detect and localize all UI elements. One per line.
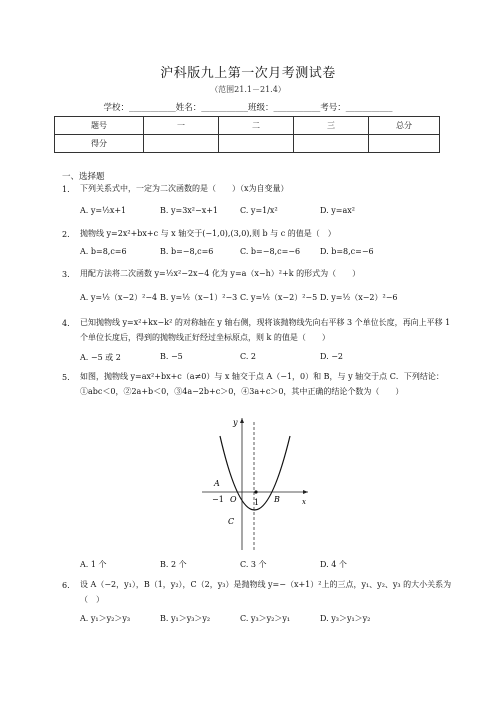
score-input-cell[interactable] bbox=[219, 135, 294, 153]
point-one bbox=[254, 490, 257, 493]
question-text: 用配方法将二次函数 y=½x²−2x−4 化为 y=a（x−h）²+k 的形式为（ ） bbox=[80, 269, 361, 278]
score-cell: 总分 bbox=[369, 117, 440, 135]
option-d[interactable]: D. 4 个 bbox=[320, 560, 347, 569]
option-c[interactable]: C. 2 bbox=[240, 352, 257, 361]
score-cell: 题号 bbox=[55, 117, 144, 135]
question-text: 抛物线 y=2x²+bx+c 与 x 轴交于(−1,0),(3,0),则 b 与 c 的值是（ ） bbox=[80, 229, 336, 238]
option-b[interactable]: B. y=½（x−1）²−3 bbox=[160, 293, 238, 302]
score-input-cell[interactable] bbox=[369, 135, 440, 153]
label-b: B bbox=[274, 495, 280, 504]
parabola-figure bbox=[200, 412, 312, 554]
label-o: O bbox=[230, 495, 237, 504]
option-d[interactable]: D. −2 bbox=[320, 352, 344, 361]
student-info-line: 学校：___________姓名：___________班级：___________考号：___________ bbox=[103, 103, 393, 113]
option-b[interactable]: B. y₁＞y₃＞y₂ bbox=[160, 614, 211, 623]
label-neg-one: −1 bbox=[212, 495, 224, 504]
question-text: 如图，抛物线 y=ax²+bx+c（a≠0）与 x 轴交于点 A（−1，0）和 B，与 y 轴交于点 C．下列结论：①abc＜0，②2a+b＜0，③4a−2b+c＞0，④3a+c＞0，其中正确的结论个数为（ ） bbox=[80, 372, 444, 396]
score-table bbox=[54, 116, 440, 153]
question-number: 3. bbox=[62, 270, 70, 279]
question-number: 1. bbox=[62, 185, 70, 194]
score-cell: 三 bbox=[294, 117, 369, 135]
score-cell: 一 bbox=[144, 117, 219, 135]
label-c: C bbox=[228, 517, 235, 526]
option-b[interactable]: B. b=−8,c=6 bbox=[160, 247, 214, 256]
option-a[interactable]: A. y=½x+1 bbox=[80, 206, 127, 215]
y-axis-arrow bbox=[240, 418, 244, 423]
option-a[interactable]: A. y₁＞y₂＞y₃ bbox=[80, 614, 131, 623]
option-b[interactable]: B. −5 bbox=[160, 352, 183, 361]
option-a[interactable]: A. y=½（x−2）²−4 bbox=[80, 293, 158, 302]
score-table-header-row bbox=[55, 117, 440, 135]
option-a[interactable]: A. b=8,c=6 bbox=[80, 247, 127, 256]
question-options bbox=[80, 206, 460, 220]
x-axis-arrow bbox=[303, 490, 308, 494]
option-b[interactable]: B. 2 个 bbox=[160, 560, 187, 569]
question-options bbox=[80, 292, 460, 306]
option-c[interactable]: C. b=−8,c=−6 bbox=[240, 247, 301, 256]
option-d[interactable]: D. b=8,c=−6 bbox=[320, 247, 374, 256]
question-number: 6. bbox=[62, 581, 70, 590]
section-heading: 一、选择题 bbox=[62, 172, 105, 182]
score-cell: 得分 bbox=[55, 135, 144, 153]
page-title: 沪科版九上第一次月考测试卷 bbox=[160, 66, 336, 81]
question-number: 4. bbox=[62, 319, 70, 328]
option-c[interactable]: C. y=½（x−2）²−5 bbox=[240, 293, 318, 302]
option-c[interactable]: C. 3 个 bbox=[240, 560, 267, 569]
option-d[interactable]: D. y₃＞y₁＞y₂ bbox=[320, 614, 371, 623]
question-options bbox=[80, 352, 460, 366]
question-options bbox=[80, 247, 460, 261]
question-options bbox=[80, 559, 460, 573]
question-text: 下列关系式中，一定为二次函数的是（ ）（x为自变量） bbox=[80, 184, 289, 193]
question-number: 5. bbox=[62, 373, 70, 382]
option-d[interactable]: D. y=ax² bbox=[320, 206, 355, 215]
label-a: A bbox=[214, 479, 220, 488]
option-a[interactable]: A. −5 或 2 bbox=[80, 353, 121, 362]
score-table-score-row bbox=[55, 135, 440, 153]
option-b[interactable]: B. y=3x²−x+1 bbox=[160, 206, 219, 215]
question-text: 设 A（−2，y₁），B（1，y₂），C（2，y₃）是抛物线 y=−（x+1）²上的三点，y₁、y₂、y₃ 的大小关系为（ ） bbox=[80, 580, 452, 604]
label-y: y bbox=[233, 418, 238, 427]
label-one: 1 bbox=[254, 498, 260, 507]
option-c[interactable]: C. y=1/x² bbox=[240, 206, 278, 215]
question-options bbox=[80, 613, 460, 627]
score-input-cell[interactable] bbox=[144, 135, 219, 153]
page-subtitle: （范围21.1－21.4） bbox=[210, 85, 286, 94]
option-d[interactable]: D. y=½（x−2）²−6 bbox=[320, 293, 398, 302]
option-c[interactable]: C. y₃＞y₂＞y₁ bbox=[240, 614, 291, 623]
score-cell: 二 bbox=[219, 117, 294, 135]
question-number: 2. bbox=[62, 230, 70, 239]
label-x: x bbox=[302, 498, 306, 506]
option-a[interactable]: A. 1 个 bbox=[80, 560, 107, 569]
question-text: 已知抛物线 y=x²+kx−k² 的对称轴在 y 轴右侧，现将该抛物线先向右平移 3 个单位长度，再向上平移 1 个单位长度后，得到的抛物线正好经过坐标原点，则 k 的值是（ ） bbox=[80, 318, 451, 342]
score-input-cell[interactable] bbox=[294, 135, 369, 153]
